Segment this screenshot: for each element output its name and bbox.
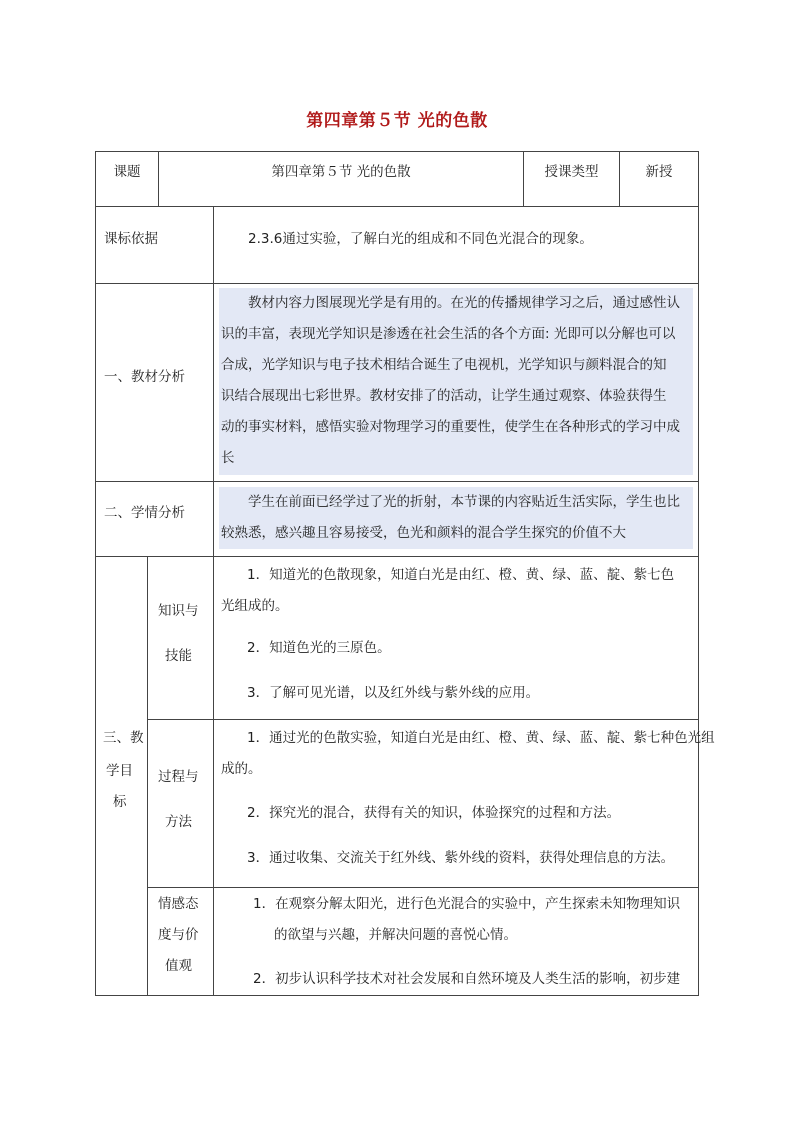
topic-label: 课题 [113, 164, 141, 180]
document-title: 第四章第５节 光的色散 [306, 111, 488, 131]
material-line: 识的丰富，表现光学知识是渗透在社会生活的各个方面: 光即可以分解也可以 [221, 326, 676, 342]
material-line: 教材内容力图展现光学是有用的。在光的传播规律学习之后，通过感性认 [248, 295, 680, 311]
knowledge-item: 3．了解可见光谱，以及红外线与紫外线的应用。 [247, 685, 540, 701]
process-item: 3．通过收集、交流关于红外线、紫外线的资料，获得处理信息的方法。 [247, 850, 675, 866]
students-line: 较熟悉，感兴趣且容易接受，色光和颜料的混合学生探究的价值不大 [221, 525, 626, 541]
goals-label-line: 标 [113, 794, 127, 810]
process-label-line: 过程与 [158, 769, 199, 785]
students-line: 学生在前面已经学过了光的折射，本节课的内容贴近生活实际，学生也比 [248, 494, 680, 510]
topic-value: 第四章第５节 光的色散 [271, 164, 411, 180]
material-line: 动的事实材料，感悟实验对物理学习的重要性，使学生在各种形式的学习中成 [221, 419, 680, 435]
attitude-item: 1．在观察分解太阳光，进行色光混合的实验中，产生探索未知物理知识 [253, 896, 681, 912]
process-label-line: 方法 [165, 814, 192, 830]
table-row-divider [147, 719, 699, 720]
table-col-divider [213, 206, 214, 557]
attitude-label-line: 值观 [165, 958, 192, 974]
process-item: 1．通过光的色散实验，知道白光是由红、橙、黄、绿、蓝、靛、紫七种色光组 [247, 730, 715, 746]
material-line: 长 [221, 450, 235, 466]
knowledge-item: 2．知道色光的三原色。 [247, 640, 391, 656]
attitude-label-line: 情感态 [158, 896, 199, 912]
material-line: 合成，光学知识与电子技术相结合诞生了电视机，光学知识与颜料混合的知 [221, 357, 667, 373]
table-row-divider [95, 556, 699, 557]
table-col-divider [147, 556, 148, 996]
table-border-bottom [95, 995, 699, 996]
table-border-right [698, 151, 699, 996]
process-item: 2．探究光的混合，获得有关的知识，体验探究的过程和方法。 [247, 805, 621, 821]
material-label: 一、教材分析 [104, 369, 185, 385]
goals-label-line: 学目 [106, 763, 133, 779]
material-line: 识结合展现出七彩世界。教材安排了的活动，让学生通过观察、体验获得生 [221, 388, 667, 404]
attitude-item: 2．初步认识科学技术对社会发展和自然环境及人类生活的影响，初步建 [253, 971, 681, 987]
table-row-divider [147, 887, 699, 888]
lesson-type-label: 授课类型 [544, 164, 599, 180]
table-row-divider [95, 206, 699, 207]
students-label: 二、学情分析 [104, 505, 185, 521]
table-row-divider [95, 481, 699, 482]
knowledge-label-line: 技能 [165, 648, 192, 664]
attitude-label-line: 度与价 [158, 927, 199, 943]
standard-text: 2.3.6通过实验，了解白光的组成和不同色光混合的现象。 [248, 231, 593, 247]
standard-label: 课标依据 [104, 231, 158, 247]
process-item: 成的。 [221, 761, 262, 777]
knowledge-item: 光组成的。 [221, 598, 289, 614]
knowledge-item: 1．知道光的色散现象，知道白光是由红、橙、黄、绿、蓝、靛、紫七色 [247, 567, 675, 583]
table-border-left [95, 151, 96, 996]
goals-label-line: 三、教 [103, 730, 144, 746]
lesson-type-value: 新授 [645, 164, 673, 180]
table-row-divider [95, 283, 699, 284]
attitude-item: 的欲望与兴趣，并解决问题的喜悦心情。 [274, 927, 517, 943]
knowledge-label-line: 知识与 [158, 603, 199, 619]
